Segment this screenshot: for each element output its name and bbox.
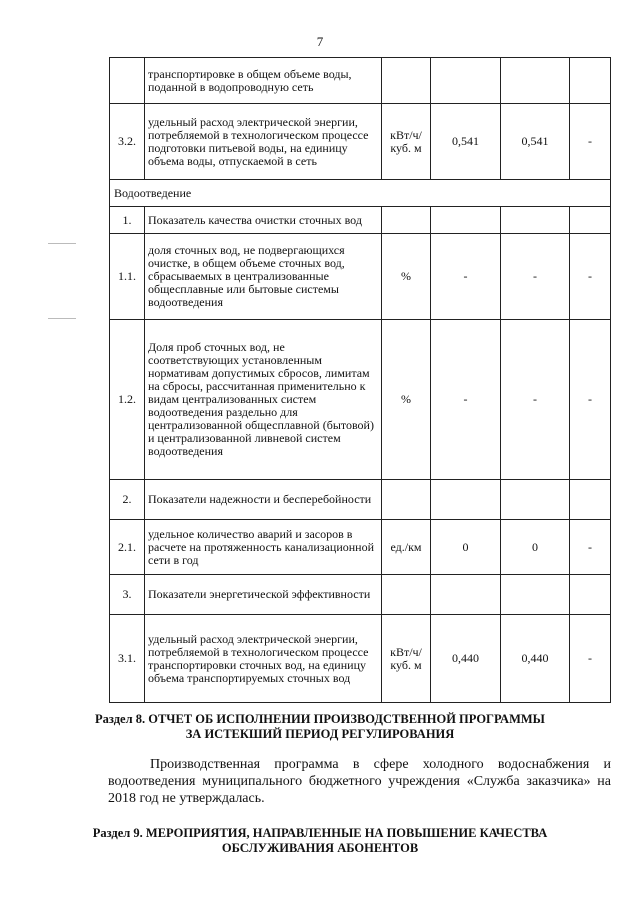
- table-row: [110, 320, 611, 480]
- row-number-cell: 3.: [110, 575, 145, 615]
- indicator-name-cell: удельный расход электрической энергии, потребляемой в технологическом процессе транспортировки сточных вод, на единицу объема транспортируемых сточных вод: [145, 615, 382, 703]
- value-cell: [570, 207, 611, 234]
- value-cell: [570, 575, 611, 615]
- row-number-cell: [110, 58, 145, 104]
- value-cell: -: [431, 320, 501, 480]
- value-cell: -: [431, 234, 501, 320]
- row-number-cell: 1.1.: [110, 234, 145, 320]
- section-label: Водоотведение: [110, 180, 611, 207]
- indicator-name-cell: удельное количество аварий и засоров в расчете на протяженность канализационной сети в год: [145, 520, 382, 575]
- row-number-cell: 1.: [110, 207, 145, 234]
- value-cell: 0: [431, 520, 501, 575]
- value-cell: -: [570, 320, 611, 480]
- indicator-name-cell: Показатель качества очистки сточных вод: [145, 207, 382, 234]
- indicator-name-cell: доля сточных вод, не подвергающихся очистке, в общем объеме сточных вод, сбрасываемых в централизованные общесплавные или бытовые системы водоотведения: [145, 234, 382, 320]
- section9-heading-line2: ОБСЛУЖИВАНИЯ АБОНЕНТОВ: [221, 841, 419, 855]
- indicators-table-body: [110, 58, 611, 703]
- row-number-cell: 3.2.: [110, 104, 145, 180]
- indicator-name-cell: удельный расход электрической энергии, потребляемой в технологическом процессе подготовки питьевой воды, на единицу объема воды, отпускаемой в сеть: [145, 104, 382, 180]
- section8-heading-line2: ЗА ИСТЕКШИЙ ПЕРИОД РЕГУЛИРОВАНИЯ: [185, 727, 455, 741]
- table-row: [110, 104, 611, 180]
- indicator-name-cell: Показатели энергетической эффективности: [145, 575, 382, 615]
- value-cell: 0,541: [431, 104, 501, 180]
- value-cell: 0,440: [431, 615, 501, 703]
- value-cell: [501, 58, 570, 104]
- section-row: [110, 180, 611, 207]
- table-row: [110, 207, 611, 234]
- table-row: [110, 615, 611, 703]
- margin-mark: [48, 243, 76, 244]
- value-cell: -: [501, 234, 570, 320]
- row-number-cell: 3.1.: [110, 615, 145, 703]
- unit-cell: [382, 58, 431, 104]
- value-cell: 0: [501, 520, 570, 575]
- value-cell: [501, 207, 570, 234]
- value-cell: -: [570, 615, 611, 703]
- section8-heading-line1: Раздел 8. ОТЧЕТ ОБ ИСПОЛНЕНИИ ПРОИЗВОДСТВЕННОЙ ПРОГРАММЫ: [95, 712, 545, 726]
- unit-cell: кВт/ч/куб. м: [382, 615, 431, 703]
- table-row: [110, 234, 611, 320]
- indicator-name-cell: Показатели надежности и бесперебойности: [145, 480, 382, 520]
- row-number-cell: 1.2.: [110, 320, 145, 480]
- indicator-name-cell: транспортировке в общем объеме воды, поданной в водопроводную сеть: [145, 58, 382, 104]
- value-cell: 0,440: [501, 615, 570, 703]
- value-cell: [570, 58, 611, 104]
- row-number-cell: 2.: [110, 480, 145, 520]
- value-cell: [570, 480, 611, 520]
- value-cell: [431, 58, 501, 104]
- table-row: [110, 520, 611, 575]
- value-cell: -: [570, 234, 611, 320]
- value-cell: [501, 480, 570, 520]
- unit-cell: ед./км: [382, 520, 431, 575]
- section9-heading-line1: Раздел 9. МЕРОПРИЯТИЯ, НАПРАВЛЕННЫЕ НА ПОВЫШЕНИЕ КАЧЕСТВА: [92, 826, 548, 840]
- indicator-name-cell: Доля проб сточных вод, не соответствующих установленным нормативам допустимых сбросов, лимитам на сбросы, рассчитанная применительно к видам централизованных систем водоотведения раздельно для централизованной общесплавной (бытовой) и централизованной ливневой систем водоотведения: [145, 320, 382, 480]
- value-cell: 0,541: [501, 104, 570, 180]
- unit-cell: [382, 480, 431, 520]
- section8-paragraph: Производственная программа в сфере холодного водоснабжения и водоотведения муниципального бюджетного учреждения «Служба заказчика» на 2018 год не утверждалась.: [108, 757, 611, 806]
- section9-heading: [0, 826, 640, 856]
- table-row: [110, 480, 611, 520]
- indicators-table: [109, 57, 611, 703]
- value-cell: [431, 207, 501, 234]
- table-row: [110, 58, 611, 104]
- unit-cell: %: [382, 234, 431, 320]
- value-cell: [501, 575, 570, 615]
- unit-cell: кВт/ч/куб. м: [382, 104, 431, 180]
- table-row: [110, 575, 611, 615]
- unit-cell: [382, 575, 431, 615]
- value-cell: -: [501, 320, 570, 480]
- unit-cell: [382, 207, 431, 234]
- value-cell: [431, 480, 501, 520]
- page-number: 7: [316, 34, 324, 49]
- row-number-cell: 2.1.: [110, 520, 145, 575]
- value-cell: -: [570, 520, 611, 575]
- section8-heading: [0, 712, 640, 742]
- value-cell: [431, 575, 501, 615]
- value-cell: -: [570, 104, 611, 180]
- margin-mark: [48, 318, 76, 319]
- unit-cell: %: [382, 320, 431, 480]
